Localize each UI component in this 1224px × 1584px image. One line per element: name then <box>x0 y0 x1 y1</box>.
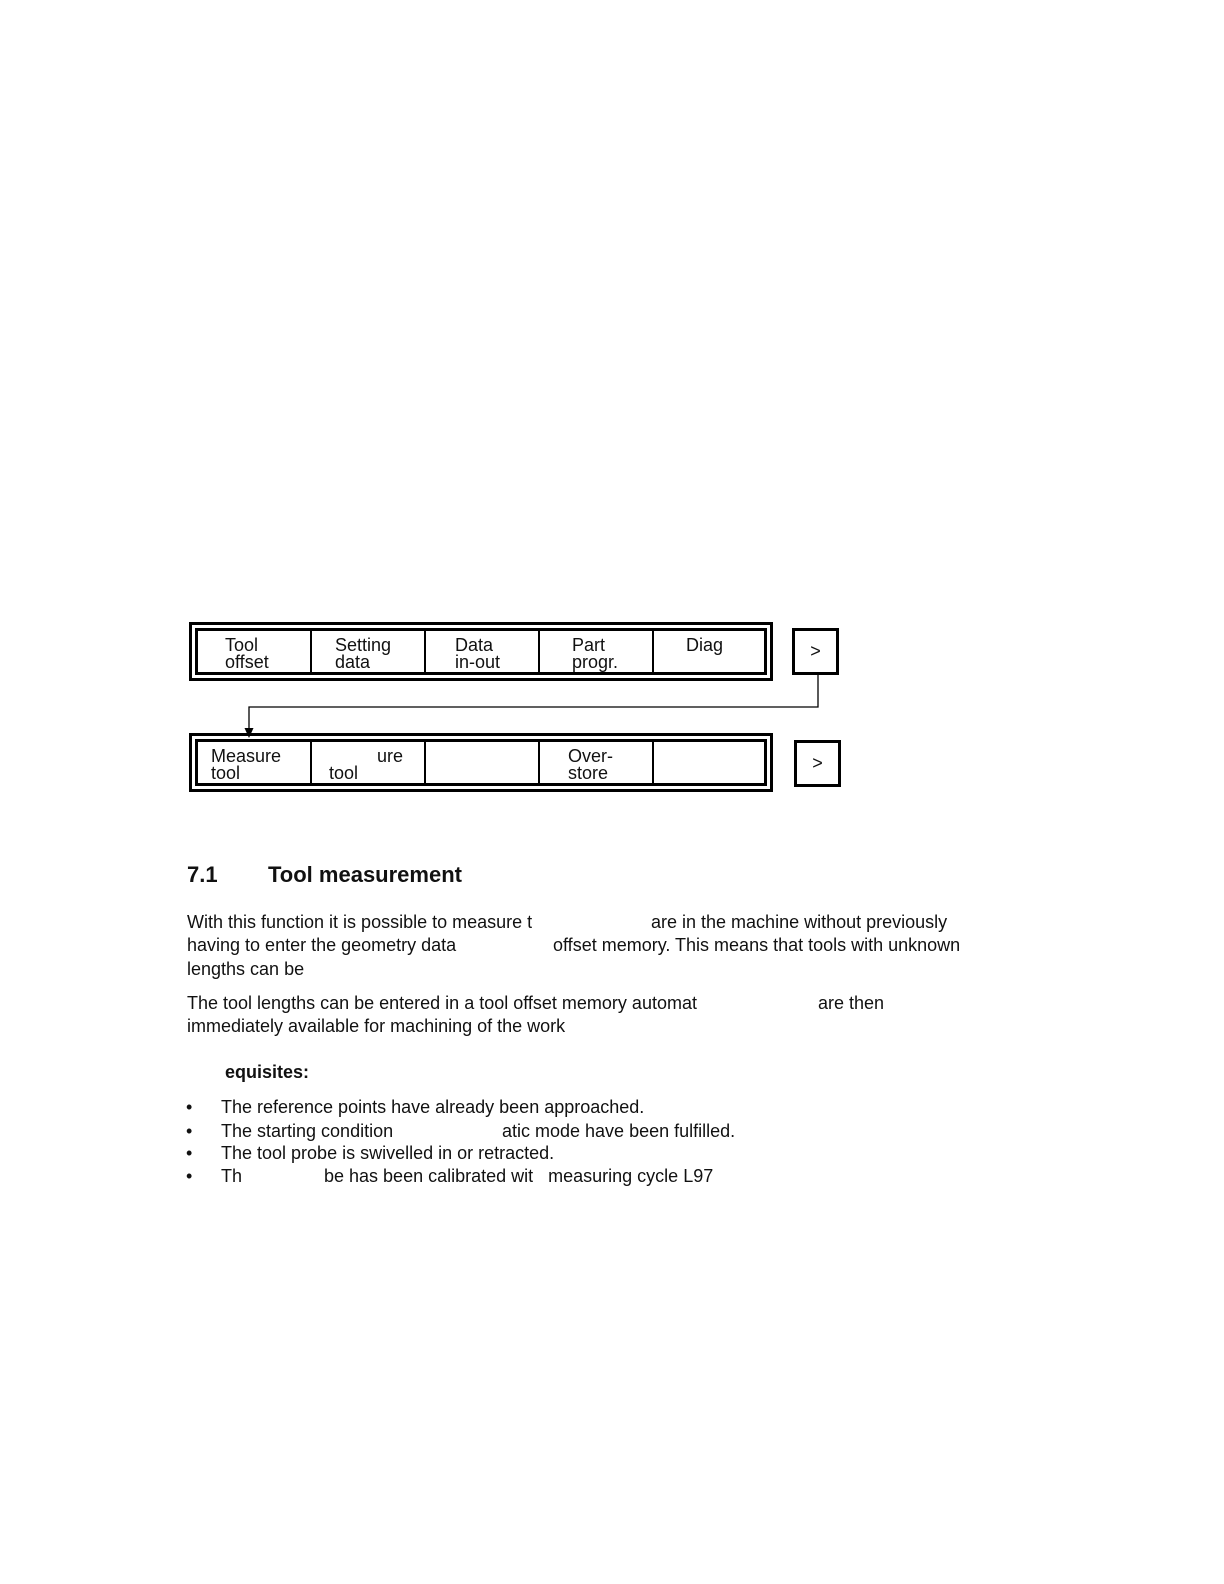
softkey-label-line1: Diag <box>686 635 724 655</box>
softkey-label-line1: Part <box>572 635 606 655</box>
softkey-label-line1: Data <box>455 635 494 655</box>
prerequisite-item-1: The reference points have already been approached. <box>221 1097 645 1117</box>
bullet-icon: • <box>186 1143 193 1163</box>
softkey-label-line2: tool <box>329 763 359 783</box>
bullet-icon: • <box>186 1121 193 1141</box>
chevron-right-icon: > <box>810 641 821 661</box>
prerequisite-item-4a: Th <box>221 1166 243 1186</box>
paragraph-1-line-3: lengths can be <box>187 959 305 979</box>
prerequisites-heading: equisites: <box>225 1062 310 1082</box>
softkey-label-line2: data <box>335 652 371 672</box>
softkey-label-line2: in-out <box>455 652 501 672</box>
bullet-icon: • <box>186 1166 193 1186</box>
section-number: 7.1 <box>187 862 218 887</box>
softkey-label-line1: Over- <box>568 746 613 766</box>
paragraph-2-line-1b: are then <box>818 993 885 1013</box>
paragraph-2-line-2: immediately available for machining of the work <box>187 1016 566 1036</box>
paragraph-1-line-1b: are in the machine without previously <box>651 912 948 932</box>
bullet-icon: • <box>186 1097 193 1117</box>
prerequisite-item-2b: atic mode have been fulfilled. <box>502 1121 736 1141</box>
softkey-label-line1: Setting <box>335 635 392 655</box>
paragraph-1-line-2b: offset memory. This means that tools with unknown <box>553 935 961 955</box>
softkey-bar-tool-offset <box>189 733 773 792</box>
softkey-label-line1: Measure <box>211 746 282 766</box>
softkey-bar-tool-offset-inner <box>195 739 767 786</box>
softkey-label-line1: ure <box>377 746 404 766</box>
prerequisite-item-4b: be has been calibrated wit measuring cycle L97 <box>324 1166 714 1186</box>
softkey-label-line2: tool <box>211 763 241 783</box>
paragraph-1-line-1a: With this function it is possible to measure t <box>187 912 533 932</box>
softkey-measure-tool-2[interactable] <box>312 742 426 783</box>
softkey-label-line2: store <box>568 763 609 783</box>
prerequisite-item-2a: The starting condition <box>221 1121 394 1141</box>
paragraph-1-line-2a: having to enter the geometry data <box>187 935 457 955</box>
softkey-empty-3[interactable] <box>426 742 540 783</box>
softkey-empty-5[interactable] <box>654 742 764 783</box>
section-title: Tool measurement <box>268 862 462 887</box>
softkey-next-button-2[interactable] <box>794 740 841 787</box>
softkey-overstore[interactable] <box>540 742 654 783</box>
softkey-label-line1: Tool <box>225 635 259 655</box>
chevron-right-icon: > <box>812 753 823 773</box>
softkey-label-line2: offset <box>225 652 269 672</box>
softkey-measure-tool[interactable] <box>198 742 312 783</box>
prerequisite-item-3: The tool probe is swivelled in or retracted. <box>221 1143 555 1163</box>
paragraph-2-line-1a: The tool lengths can be entered in a tool offset memory automat <box>187 993 697 1013</box>
menu-connector-arrow <box>0 0 1224 760</box>
softkey-label-line2: progr. <box>572 652 619 672</box>
